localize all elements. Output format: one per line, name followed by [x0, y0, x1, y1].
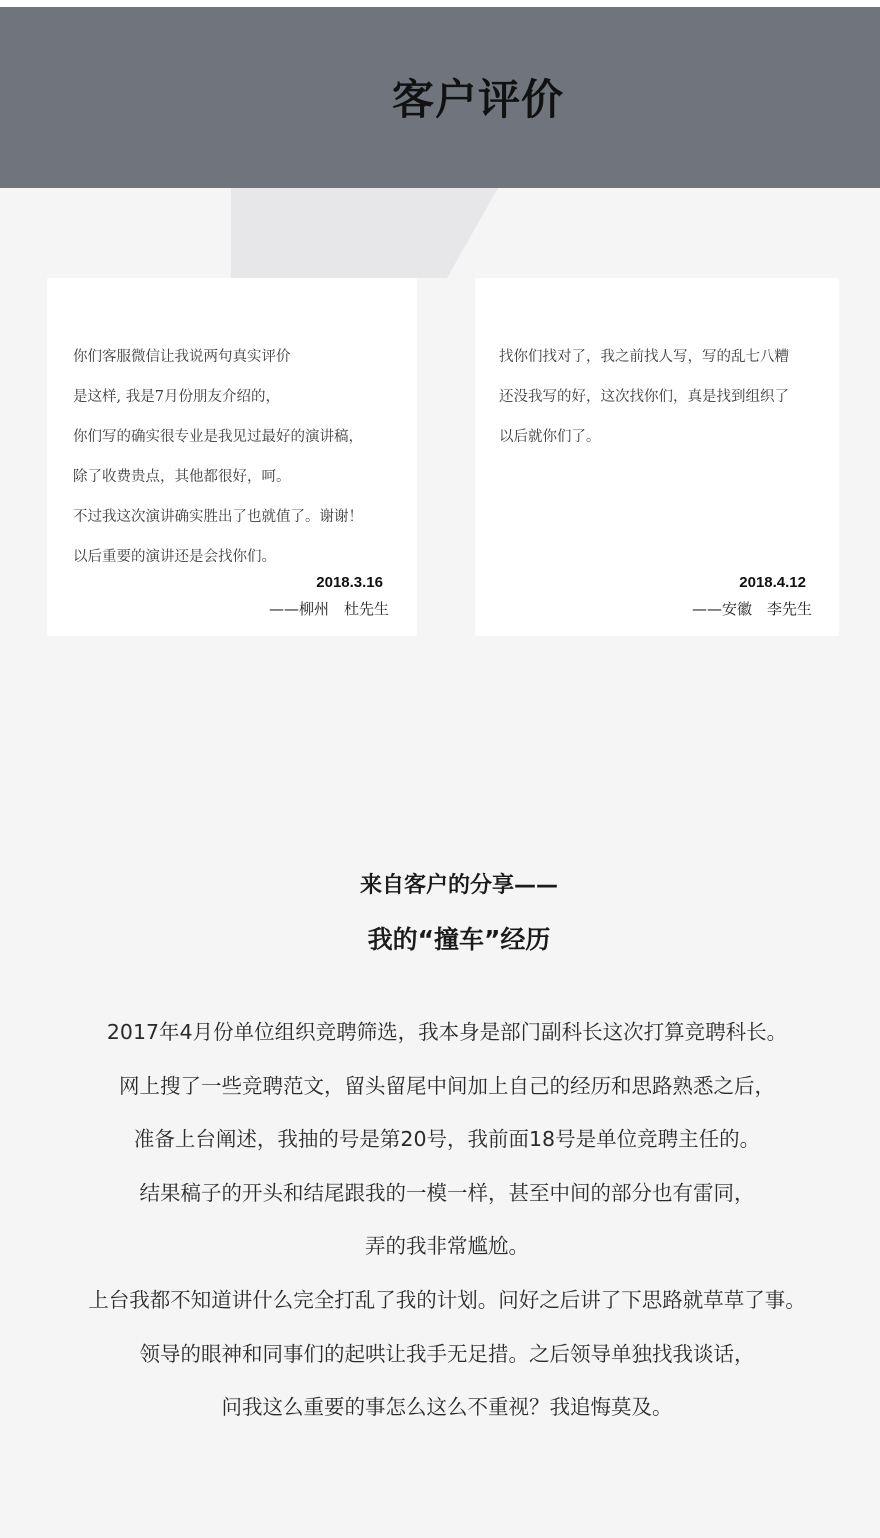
story-line: 网上搜了一些竞聘范文，留头留尾中间加上自己的经历和思路熟悉之后，	[119, 1073, 775, 1098]
review-line: 是这样, 我是7月份朋友介绍的，	[73, 389, 280, 405]
review-date: 2018.3.16	[316, 574, 383, 591]
story-line: 2017年4月份单位组织竞聘筛选，我本身是部门副科长这次打算竞聘科长。	[106, 1020, 788, 1044]
story-line: 结果稿子的开头和结尾跟我的一模一样，甚至中间的部分也有雷同，	[139, 1180, 755, 1205]
share-heading: 来自客户的分享——	[359, 873, 558, 898]
review-text	[73, 337, 363, 577]
header-banner	[0, 7, 880, 188]
review-date: 2018.4.12	[739, 574, 806, 591]
review-card-1	[47, 278, 417, 636]
review-author: ——安徽 李先生	[691, 600, 812, 618]
review-line: 以后就你们了。	[499, 429, 601, 445]
share-story	[0, 1006, 880, 1435]
review-line: 你们客服微信让我说两句真实评价	[73, 349, 291, 365]
review-line: 不过我这次演讲确实胜出了也就值了。谢谢！	[73, 509, 363, 525]
review-author: ——柳州 杜先生	[268, 600, 389, 618]
review-card-2	[475, 278, 839, 636]
story-line: 问我这么重要的事怎么这么不重视？我追悔莫及。	[221, 1395, 673, 1420]
review-line: 还没我写的好，这次找你们，真是找到组织了	[499, 389, 789, 405]
story-line: 上台我都不知道讲什么完全打乱了我的计划。问好之后讲了下思路就草草了事。	[88, 1287, 806, 1312]
review-line: 除了收费贵点，其他都很好，呵。	[73, 469, 291, 485]
story-line: 领导的眼神和同事们的起哄让我手无足措。之后领导单独找我谈话，	[139, 1341, 755, 1366]
story-line: 准备上台阐述，我抽的号是第20号，我前面18号是单位竞聘主任的。	[133, 1127, 761, 1152]
share-subheading: 我的“撞车”经历	[367, 925, 551, 954]
review-text	[499, 337, 789, 457]
review-line: 以后重要的演讲还是会找你们。	[73, 549, 276, 565]
page-title: 客户评价	[391, 75, 564, 124]
story-line: 弄的我非常尴尬。	[365, 1234, 529, 1259]
review-line: 找你们找对了，我之前找人写，写的乱七八糟	[499, 349, 789, 365]
review-line: 你们写的确实很专业是我见过最好的演讲稿，	[73, 429, 363, 445]
